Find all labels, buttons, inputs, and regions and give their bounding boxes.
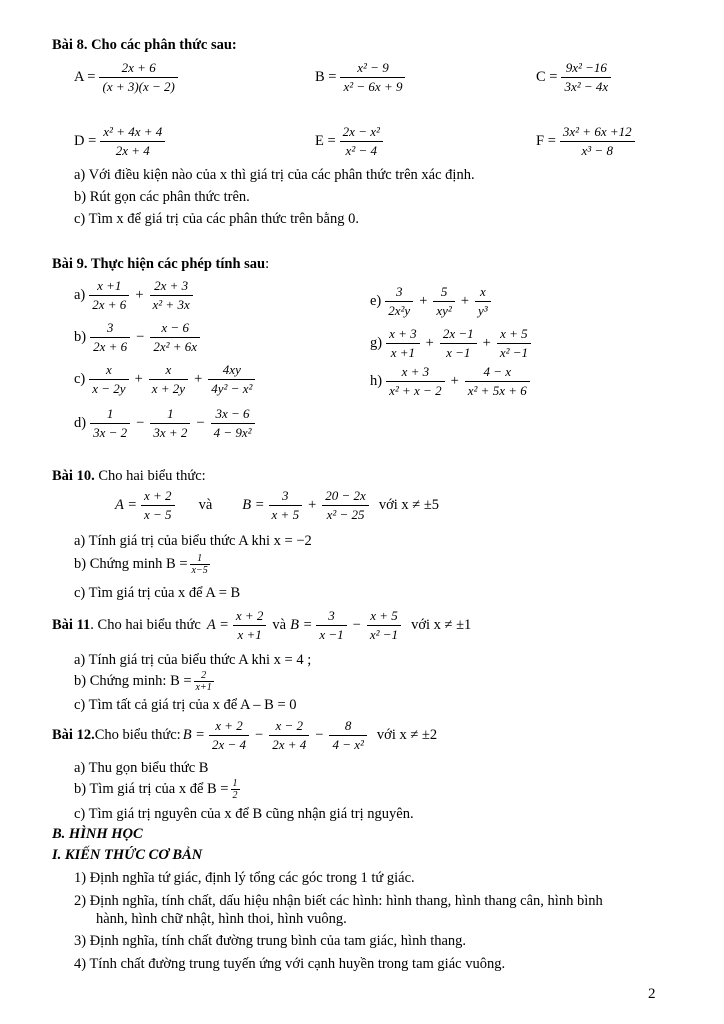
b8-c-num: 9x² −16	[561, 60, 611, 78]
b9-d-f2-den: 3x + 2	[153, 425, 188, 440]
b8-c-label: C =	[536, 69, 558, 85]
b12-b-op1: −	[255, 727, 264, 743]
geometry-item: 2) Định nghĩa, tính chất, dấu hiệu nhận biết các hình: hình thang, hình thang cân, hình bình	[74, 893, 603, 909]
b9-title-rest: :	[265, 256, 270, 272]
b10-a-num: x + 2	[141, 488, 175, 506]
b9-e-f1-num: 3	[385, 284, 413, 302]
b8-fraction-e	[315, 124, 385, 159]
b9-g-op2: +	[482, 335, 491, 351]
b11-qb-num: 2	[194, 670, 214, 682]
b11-header	[52, 608, 475, 643]
b9-a-f1-num: x +1	[89, 278, 129, 296]
b9-exercise-h	[370, 364, 532, 399]
b9-exercise-a	[74, 278, 195, 313]
geometry-title: B. HÌNH HỌC	[52, 826, 143, 842]
b10-question-a: a) Tính giá trị của biểu thức A khi x = −2	[74, 533, 312, 549]
b8-b-den: x² − 6x + 9	[343, 79, 403, 94]
b11-b-f2-den: x² −1	[369, 627, 399, 642]
b8-d-num: x² + 4x + 4	[100, 124, 165, 142]
b9-a-f2-num: 2x + 3	[150, 278, 193, 296]
b8-question-a: a) Với điều kiện nào của x thì giá trị của các phân thức trên xác định.	[74, 167, 475, 183]
b8-fraction-f	[536, 124, 637, 159]
b9-c-label: c)	[74, 371, 86, 387]
b8-d-den: 2x + 4	[115, 143, 150, 158]
b10-qb-num: 1	[190, 553, 210, 565]
b9-d-f1-den: 3x − 2	[93, 425, 128, 440]
b9-g-op1: +	[425, 335, 434, 351]
b9-exercise-g	[370, 326, 533, 361]
b9-a-f1-den: 2x + 6	[92, 297, 127, 312]
b8-question-c: c) Tìm x để giá trị của các phân thức trên bằng 0.	[74, 211, 359, 227]
b9-e-f2-den: xy²	[436, 303, 452, 318]
b9-h-f1-den: x² + x − 2	[389, 383, 442, 398]
b11-qb-den: x+1	[195, 682, 212, 693]
b9-d-f2-num: 1	[150, 406, 190, 424]
b9-g-label: g)	[370, 335, 383, 351]
b9-g-f1-num: x + 3	[386, 326, 420, 344]
b12-b-f3-num: 8	[329, 718, 366, 736]
b9-exercise-e	[370, 284, 493, 319]
b12-qb-text: b) Tìm giá trị của x để B =	[74, 781, 229, 797]
b9-d-f3-num: 3x − 6	[211, 406, 255, 424]
b11-and: và	[272, 617, 287, 633]
b12-title-bold: Bài 12.	[52, 727, 95, 743]
b9-title-bold: Bài 9. Thực hiện các phép tính sau	[52, 256, 266, 272]
b9-g-f3-den: x² −1	[499, 345, 529, 360]
b9-g-f1-den: x +1	[390, 345, 416, 360]
b9-c-f3-den: 4y² − x²	[211, 381, 253, 396]
b8-fraction-c	[536, 60, 613, 95]
b9-c-f2-den: x + 2y	[151, 381, 186, 396]
b11-condition: với x ≠ ±1	[411, 617, 472, 633]
geometry-subtitle: I. KIẾN THỨC CƠ BẢN	[52, 847, 203, 863]
b9-b-op: −	[136, 329, 145, 345]
b10-condition: với x ≠ ±5	[378, 497, 440, 513]
geometry-item: 1) Định nghĩa tứ giác, định lý tổng các góc trong 1 tứ giác.	[74, 870, 415, 886]
b9-d-f3-den: 4 − 9x²	[213, 425, 252, 440]
b10-title-bold: Bài 10.	[52, 468, 95, 484]
b9-a-f2-den: x² + 3x	[152, 297, 190, 312]
b9-g-f2-den: x −1	[446, 345, 471, 360]
b9-exercise-b	[74, 320, 202, 355]
b10-and: và	[198, 497, 213, 513]
b8-c-den: 3x² − 4x	[564, 79, 609, 94]
b9-b-f2-den: 2x² + 6x	[153, 339, 198, 354]
b10-title	[52, 468, 206, 485]
b9-d-op2: −	[196, 415, 205, 431]
b9-exercise-d	[74, 406, 257, 441]
b10-a-den: x − 5	[144, 507, 172, 522]
b9-d-op1: −	[136, 415, 145, 431]
b10-title-rest: Cho hai biểu thức:	[94, 468, 206, 484]
b8-d-label: D =	[74, 133, 97, 149]
b12-question-a: a) Thu gọn biểu thức B	[74, 760, 209, 776]
b11-b-f1-num: 3	[316, 608, 346, 626]
b9-c-f3-num: 4xy	[208, 362, 255, 380]
b10-b-f2-den: x² − 25	[326, 507, 365, 522]
b12-b-op2: −	[315, 727, 324, 743]
b12-b-f2-num: x − 2	[269, 718, 309, 736]
b8-e-label: E =	[315, 133, 336, 149]
b9-e-f1-den: 2x²y	[388, 303, 411, 318]
b11-qb-text: b) Chứng minh: B =	[74, 673, 192, 689]
b11-a-label: A =	[206, 617, 229, 633]
b9-e-op1: +	[419, 293, 428, 309]
b10-a-label: A =	[115, 497, 138, 513]
b10-b-f2-num: 20 − 2x	[322, 488, 369, 506]
b10-b-label: B =	[242, 497, 265, 513]
b11-question-b	[74, 670, 216, 693]
b8-f-num: 3x² + 6x +12	[560, 124, 635, 142]
b9-h-f2-num: 4 − x	[465, 364, 530, 382]
b8-f-label: F =	[536, 133, 556, 149]
b11-a-den: x +1	[237, 627, 262, 642]
b9-c-f1-den: x − 2y	[92, 381, 126, 396]
b11-b-label: B =	[290, 617, 313, 633]
b12-header	[52, 718, 441, 753]
b9-e-op2: +	[460, 293, 470, 309]
b9-d-label: d)	[74, 415, 87, 431]
b10-b-f1-den: x + 5	[271, 507, 300, 522]
b9-exercise-c	[74, 362, 257, 397]
b10-qb-den: x−5	[191, 565, 208, 576]
b9-h-f1-num: x + 3	[386, 364, 444, 382]
b9-e-label: e)	[370, 293, 382, 309]
b9-c-f1-num: x	[89, 362, 128, 380]
b8-b-label: B =	[315, 69, 337, 85]
b8-e-num: 2x − x²	[340, 124, 383, 142]
b9-title	[52, 256, 269, 273]
b9-a-op: +	[135, 287, 144, 303]
b8-b-num: x² − 9	[340, 60, 405, 78]
b8-a-label: A =	[74, 69, 96, 85]
b8-fraction-d	[74, 124, 167, 159]
b8-e-den: x² − 4	[345, 143, 377, 158]
b9-b-f1-den: 2x + 6	[93, 339, 128, 354]
b11-b-f2-num: x + 5	[367, 608, 401, 626]
b9-h-op: +	[450, 373, 459, 389]
b8-a-num: 2x + 6	[99, 60, 177, 78]
b12-b-f1-den: 2x − 4	[211, 737, 247, 752]
geometry-item: 4) Tính chất đường trung tuyến ứng với cạnh huyền trong tam giác vuông.	[74, 956, 506, 972]
b8-fraction-a	[74, 60, 180, 95]
geometry-item: 3) Định nghĩa, tính chất đường trung bình của tam giác, hình thang.	[74, 933, 467, 949]
b9-c-op2: +	[194, 371, 203, 387]
b8-question-b: b) Rút gọn các phân thức trên.	[74, 189, 250, 205]
b12-b-f2-den: 2x + 4	[272, 737, 307, 752]
b12-question-b	[74, 778, 242, 801]
b10-qb-text: b) Chứng minh B =	[74, 556, 188, 572]
b12-b-f3-den: 4 − x²	[332, 737, 364, 752]
b12-title-rest: Cho biểu thức:	[94, 727, 181, 743]
b10-question-c: c) Tìm giá trị của x để A = B	[74, 585, 241, 601]
b10-expression	[115, 488, 443, 523]
b8-title: Bài 8. Cho các phân thức sau:	[52, 37, 237, 53]
page-number: 2	[648, 986, 656, 1002]
b9-b-f2-num: x − 6	[150, 320, 200, 338]
b10-b-f1-num: 3	[269, 488, 303, 506]
b9-e-f3-num: x	[475, 284, 491, 302]
b11-b-f1-den: x −1	[319, 627, 344, 642]
b12-qb-den: 2	[232, 790, 238, 801]
b9-c-op1: +	[134, 371, 143, 387]
b10-b-op: +	[308, 497, 317, 513]
b9-h-f2-den: x² + 5x + 6	[467, 383, 527, 398]
b12-b-f1-num: x + 2	[209, 718, 249, 736]
b8-f-den: x³ − 8	[581, 143, 613, 158]
b9-e-f3-den: y³	[478, 303, 488, 318]
b9-c-f2-num: x	[149, 362, 188, 380]
b9-e-f2-num: 5	[433, 284, 454, 302]
b8-fraction-b	[315, 60, 407, 95]
b12-question-c: c) Tìm giá trị nguyên của x để B cũng nhận giá trị nguyên.	[74, 806, 414, 822]
b9-d-f1-num: 1	[90, 406, 130, 424]
b9-b-label: b)	[74, 329, 87, 345]
b9-a-label: a)	[74, 287, 86, 303]
b11-b-op: −	[352, 617, 361, 633]
b11-a-num: x + 2	[233, 608, 267, 626]
b9-g-f2-num: 2x −1	[440, 326, 477, 344]
geometry-item-continued: hành, hình chữ nhật, hình thoi, hình vuông.	[96, 911, 347, 927]
b11-question-a: a) Tính giá trị của biểu thức A khi x = 4 ;	[74, 652, 312, 668]
b9-b-f1-num: 3	[90, 320, 130, 338]
b8-a-den: (x + 3)(x − 2)	[102, 79, 175, 94]
b12-b-label: B =	[182, 727, 205, 743]
b9-g-f3-num: x + 5	[497, 326, 531, 344]
b11-title-bold: Bài 11	[52, 617, 91, 633]
b9-h-label: h)	[370, 373, 383, 389]
b10-question-b	[74, 553, 212, 576]
b12-condition: với x ≠ ±2	[376, 727, 438, 743]
b11-question-c: c) Tìm tất cả giá trị của x để A – B = 0	[74, 697, 297, 713]
b11-title-rest: . Cho hai biểu thức	[90, 617, 201, 633]
b12-qb-num: 1	[232, 778, 238, 789]
